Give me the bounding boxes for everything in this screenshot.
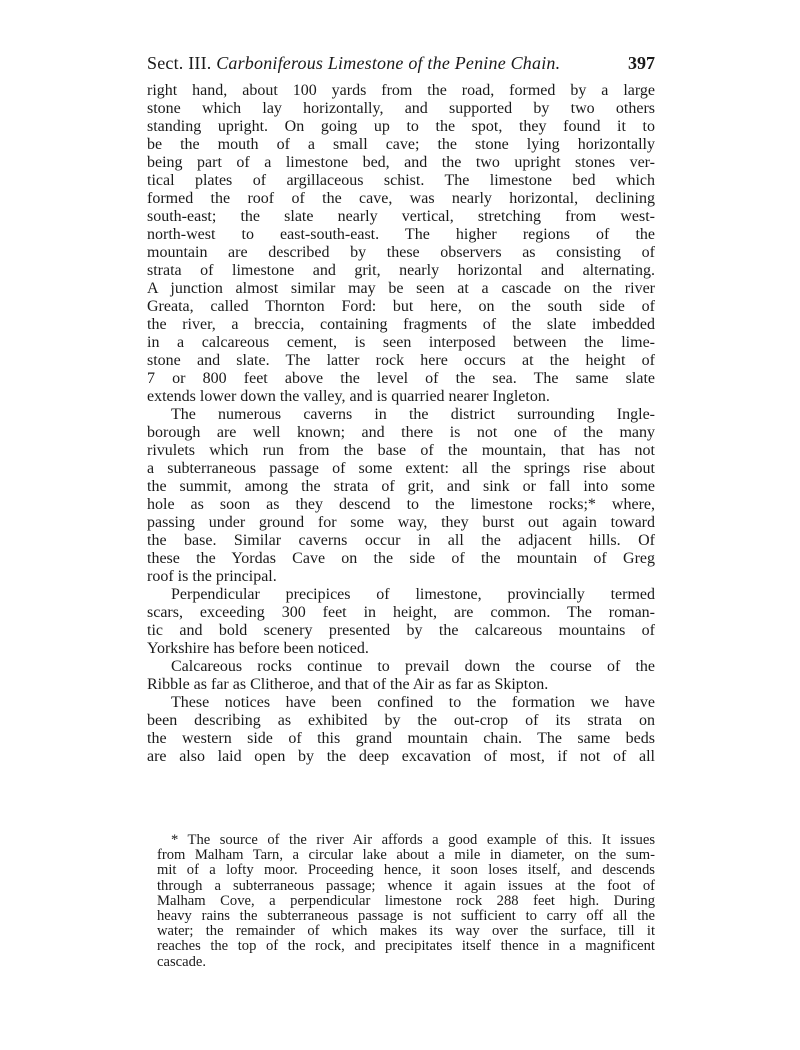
body-line: in a calcareous cement, is seen interposed between the lime- — [147, 334, 655, 351]
body-line: been describing as exhibited by the out-crop of its strata on — [147, 712, 655, 729]
body-line: stone which lay horizontally, and supported by two others — [147, 100, 655, 117]
body-line: formed the roof of the cave, was nearly horizontal, declining — [147, 190, 655, 207]
body-line: The numerous caverns in the district surrounding Ingle- — [171, 406, 655, 423]
body-line: scars, exceeding 300 feet in height, are common. The roman- — [147, 604, 655, 621]
body-line: tical plates of argillaceous schist. The limestone bed which — [147, 172, 655, 189]
footnote-line: cascade. — [157, 953, 207, 970]
body-line: extends lower down the valley, and is quarried nearer Ingleton. — [147, 388, 550, 405]
body-line: Calcareous rocks continue to prevail down the course of the — [171, 658, 655, 675]
body-line: Greata, called Thornton Ford: but here, on the south side of — [147, 298, 655, 315]
body-line: Ribble as far as Clitheroe, and that of the Air as far as Skipton. — [147, 676, 549, 693]
body-line: strata of limestone and grit, nearly horizontal and alternating. — [147, 262, 655, 279]
body-line: passing under ground for some way, they burst out again toward — [147, 514, 655, 531]
footnote-line: water; the remainder of which makes its way over the surface, till it — [157, 923, 655, 940]
body-line: the base. Similar caverns occur in all the adjacent hills. Of — [147, 532, 655, 549]
footnote-line: Malham Cove, a perpendicular limestone rock 288 feet high. During — [157, 892, 655, 909]
body-line: the summit, among the strata of grit, and sink or fall into some — [147, 478, 655, 495]
footnote-line: * The source of the river Air affords a good example of this. It issues — [171, 832, 655, 848]
chapter-title: Carboniferous Limestone of the Penine Chain. — [216, 53, 561, 73]
running-head — [147, 52, 655, 74]
running-head-title — [147, 52, 560, 74]
body-line: A junction almost similar may be seen at a cascade on the river — [147, 280, 655, 297]
body-line: These notices have been confined to the formation we have — [171, 694, 655, 711]
body-line: being part of a limestone bed, and the two upright stones ver- — [147, 154, 655, 171]
body-line: tic and bold scenery presented by the calcareous mountains of — [147, 622, 655, 639]
body-line: Perpendicular precipices of limestone, provincially termed — [171, 586, 655, 603]
body-line: south-east; the slate nearly vertical, stretching from west- — [147, 208, 655, 225]
body-line: be the mouth of a small cave; the stone lying horizontally — [147, 136, 655, 153]
body-line: rivulets which run from the base of the mountain, that has not — [147, 442, 655, 459]
body-line: the western side of this grand mountain chain. The same beds — [147, 730, 655, 747]
body-line: Yorkshire has before been noticed. — [147, 640, 369, 657]
body-text — [147, 82, 655, 766]
body-line: a subterraneous passage of some extent: all the springs rise about — [147, 460, 655, 477]
footnote-line: from Malham Tarn, a circular lake about a mile in diameter, on the sum- — [157, 847, 655, 864]
body-line: roof is the principal. — [147, 568, 277, 585]
body-line: mountain are described by these observers as consisting of — [147, 244, 655, 261]
body-line: right hand, about 100 yards from the road, formed by a large — [147, 82, 655, 99]
footnote-line: mit of a lofty moor. Proceeding hence, it soon loses itself, and descends — [157, 862, 655, 879]
page-number: 397 — [628, 53, 655, 73]
footnote-line: through a subterraneous passage; whence it again issues at the foot of — [157, 877, 655, 894]
body-line: 7 or 800 feet above the level of the sea. The same slate — [147, 370, 655, 387]
body-line: are also laid open by the deep excavation of most, if not of all — [147, 748, 655, 765]
body-line: the river, a breccia, containing fragments of the slate imbedded — [147, 316, 655, 333]
footnote-line: heavy rains the subterraneous passage is not sufficient to carry off all the — [157, 908, 655, 925]
section-label: Sect. III. — [147, 53, 212, 73]
body-line: standing upright. On going up to the spot, they found it to — [147, 118, 655, 135]
body-line: hole as soon as they descend to the limestone rocks;* where, — [147, 496, 655, 513]
footnote-line: reaches the top of the rock, and precipitates itself thence in a magnificent — [157, 938, 655, 955]
body-line: these the Yordas Cave on the side of the mountain of Greg — [147, 550, 655, 567]
body-line: north-west to east-south-east. The higher regions of the — [147, 226, 655, 243]
footnote — [157, 833, 655, 970]
body-line: stone and slate. The latter rock here occurs at the height of — [147, 352, 655, 369]
body-line: borough are well known; and there is not one of the many — [147, 424, 655, 441]
